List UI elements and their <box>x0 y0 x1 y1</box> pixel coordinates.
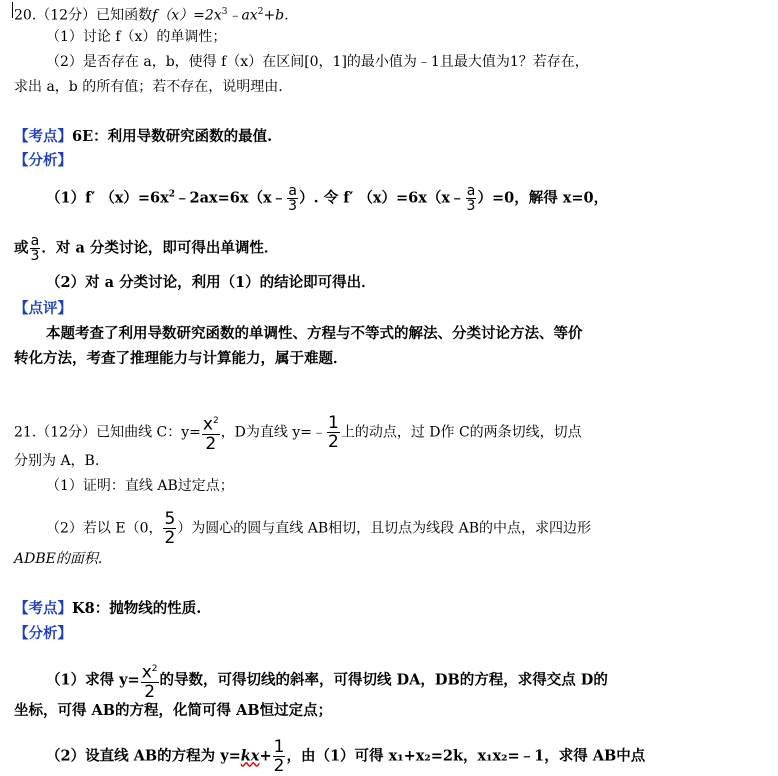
frac-num: a <box>288 183 297 199</box>
frac-num <box>141 660 159 683</box>
frac-num: 5 <box>164 509 176 529</box>
kaodian-text: 6E：利用导数研究函数的最值. <box>72 128 273 145</box>
frac-den: 3 <box>288 198 298 214</box>
q21-l1-pre: 21.（12分）已知曲线 C：y= <box>14 424 201 441</box>
text-cursor <box>12 2 13 18</box>
frac-num: a <box>466 183 476 199</box>
a21-l3-kx: kx <box>240 747 260 765</box>
kaodian-text: K8：抛物线的性质. <box>72 600 202 617</box>
fenxi-tag: 【分析】 <box>14 152 72 169</box>
frac-den: 2 <box>144 681 156 702</box>
a20-dianping-tag <box>14 300 72 318</box>
a21-analysis-line2: 坐标，可得 AB的方程，化简可得 AB恒过定点； <box>14 702 333 719</box>
fraction-x2-over-2 <box>202 412 220 453</box>
q21-part2 <box>46 510 591 547</box>
q21-l1-post: 上的动点，过 D作 C的两条切线，切点 <box>340 424 582 441</box>
q21-p2-pre: （2）若以 E（0， <box>46 520 163 537</box>
a20-comment-line2: 转化方法，考查了推理能力与计算能力，属于难题． <box>14 350 348 367</box>
frac-num-x: x <box>202 414 213 435</box>
fraction-5-over-2 <box>163 510 176 547</box>
q20-plus-b: +b. <box>263 7 289 24</box>
q20-exp2: 2 <box>257 7 264 17</box>
a20-l1-post: ）=0，解得 x=0， <box>477 189 609 207</box>
a21-l3-pre: （2）设直线 AB的方程为 y= <box>46 747 241 765</box>
q20-part1: （1）讨论 f（x）的单调性； <box>46 29 227 45</box>
a21-kaodian <box>14 600 201 618</box>
a20-l1-exp: 2 <box>168 189 175 200</box>
a20-kaodian <box>14 128 272 146</box>
q21-part1: （1）证明：直线 AB过定点； <box>46 478 234 494</box>
frac-den: 2 <box>273 756 285 776</box>
frac-num: 1 <box>328 412 339 433</box>
frac-num-exp: 2 <box>151 664 158 674</box>
a21-fenxi-tag <box>14 625 72 643</box>
a21-l1-pre: （1）求得 y= <box>46 671 140 689</box>
frac-num-exp: 2 <box>212 416 219 426</box>
frac-den: 3 <box>30 248 40 264</box>
a20-comment-line1: 本题考查了利用导数研究函数的单调性、方程与不等式的解法、分类讨论方法、等价 <box>46 325 583 342</box>
a21-l3-plus: + <box>259 747 272 765</box>
q21-title <box>14 412 582 453</box>
q21-line2: 分别为 A，B. <box>14 453 100 469</box>
q20-exp3: 3 <box>221 7 228 17</box>
dianping-tag: 【点评】 <box>14 300 72 317</box>
a20-l1-mid: ﹣2ax=6x（x﹣ <box>175 189 287 207</box>
fenxi-tag: 【分析】 <box>14 625 72 642</box>
fraction-1-over-2 <box>273 738 286 775</box>
fraction-x2-over-2 <box>141 660 159 701</box>
a20-analysis-line2 <box>14 234 278 263</box>
a20-analysis-line1 <box>46 184 608 213</box>
a21-l1-post: 的导数，可得切线的斜率，可得切线 DA，DB的方程，求得交点 D的 <box>159 671 608 689</box>
q20-part2-line1: （2）是否存在 a，b，使得 f（x）在区间[0，1]的最小值为﹣1且最大值为1？若存在， <box>46 54 589 70</box>
q20-header: 20.（12分）已知函数 <box>14 7 153 24</box>
fraction-1-over-2 <box>327 414 340 451</box>
q21-l1-mid: ，D为直线 y=﹣ <box>220 424 327 441</box>
frac-num <box>202 412 220 435</box>
frac-num: 1 <box>273 737 285 757</box>
kaodian-tag: 【考点】 <box>14 128 72 145</box>
q21-p2-post: ）为圆心的圆与直线 AB相切，且切点为线段 AB的中点，求四边形 <box>177 520 592 537</box>
a21-analysis-line1 <box>46 660 608 701</box>
kaodian-tag: 【考点】 <box>14 600 72 617</box>
a21-analysis-line3 <box>46 738 645 775</box>
q21-part2-line2: ADBE的面积. <box>14 551 103 567</box>
frac-num-x: x <box>141 662 152 683</box>
a20-fenxi-tag <box>14 152 72 170</box>
frac-num: a <box>30 233 40 249</box>
frac-den: 2 <box>328 431 339 452</box>
frac-den: 3 <box>466 198 476 214</box>
frac-den: 2 <box>164 528 176 548</box>
a21-l3-post: ，由（1）可得 x₁+x₂=2k，x₁x₂=﹣1，求得 AB中点 <box>286 747 646 765</box>
q20-title <box>14 3 289 25</box>
a20-analysis-line3: （2）对 a 分类讨论，利用（1）的结论即可得出． <box>46 274 376 291</box>
a20-l1-pre: （1）f′ （x）=6x <box>46 189 169 207</box>
fraction-a-over-3 <box>30 234 41 263</box>
a20-l1-mid2: ）. 令 f′ （x）=6x（x﹣ <box>299 189 465 207</box>
q20-function-expr: f（x）=2x <box>152 7 222 24</box>
a20-l2-pre: 或 <box>14 239 29 257</box>
a20-l2-post: ．对 a 分类讨论，即可得出单调性． <box>41 239 279 257</box>
q20-minus-ax: ﹣ax <box>227 7 258 24</box>
fraction-a-over-3 <box>466 184 477 213</box>
frac-den: 2 <box>205 433 217 454</box>
fraction-a-over-3 <box>287 184 298 213</box>
q20-part2-line2: 求出 a，b 的所有值；若不存在，说明理由. <box>14 79 283 95</box>
